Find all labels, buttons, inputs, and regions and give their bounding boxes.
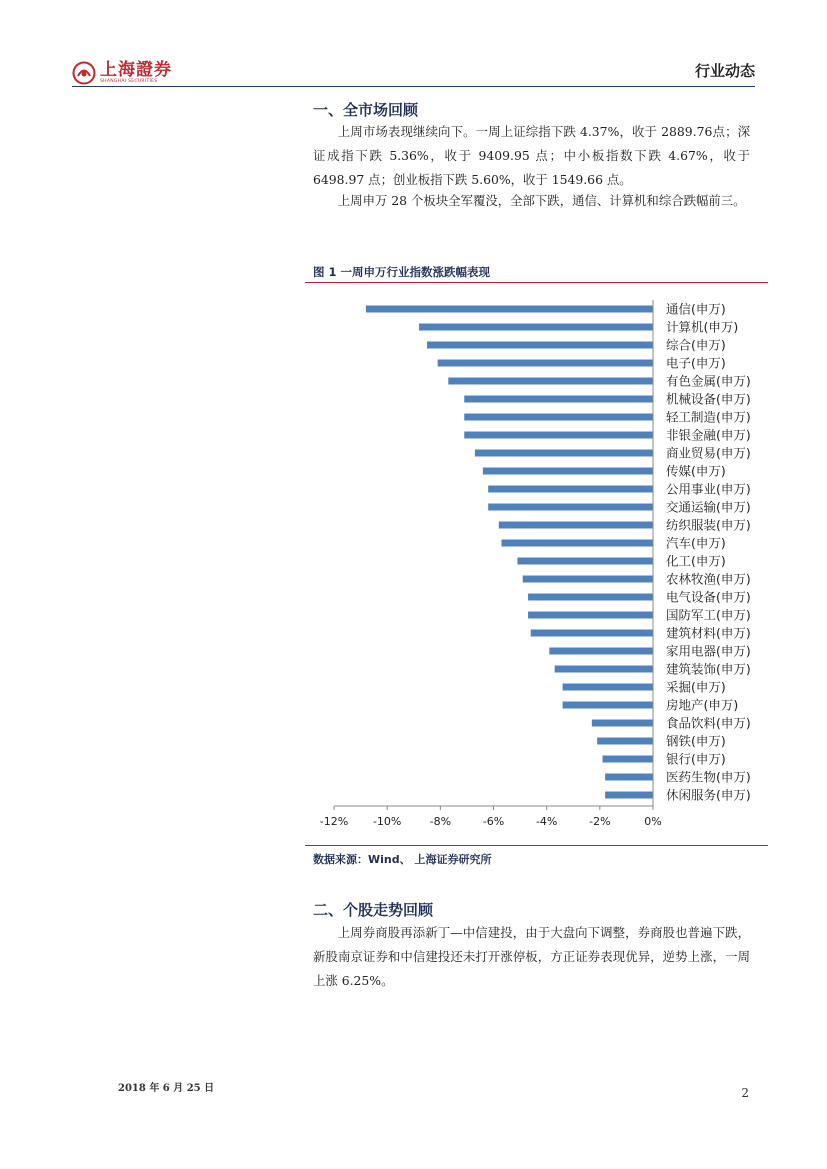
section2-heading: 二、个股走势回顾 (313, 901, 434, 919)
chart-x-tick-label: 0% (644, 815, 662, 828)
logo-emblem-icon (72, 61, 96, 85)
header-divider (72, 86, 755, 87)
chart-category-label: 公用事业(申万) (666, 481, 751, 497)
chart-bar (501, 540, 653, 547)
chart-bar (427, 342, 653, 349)
chart-x-tick-label: -8% (429, 815, 452, 828)
chart-bar (523, 576, 653, 583)
chart-category-label: 建筑材料(申万) (666, 625, 751, 641)
chart-category-label: 有色金属(申万) (666, 373, 751, 389)
chart-category-label: 机械设备(申万) (666, 391, 751, 407)
chart-x-tick-label: -4% (535, 815, 558, 828)
chart-category-label: 电子(申万) (666, 355, 726, 371)
figure-top-rule (305, 282, 768, 283)
chart-bar (464, 432, 653, 439)
industry-bar-chart (305, 290, 768, 840)
chart-bar (366, 306, 653, 313)
page-number: 2 (741, 1086, 749, 1100)
section1-paragraph1: 上周市场表现继续向下。一周上证综指下跌 4.37%，收于 2889.76点；深证成指下跌 5.36%，收于 9409.95 点；中小板指数下跌 4.67%，收于 6498.97 点；创业板指下跌 5.60%，收于 1549.66 点。 (313, 124, 750, 187)
chart-bar (592, 720, 653, 727)
chart-category-label: 轻工制造(申万) (666, 409, 751, 425)
chart-category-label: 计算机(申万) (666, 319, 739, 335)
figure-title: 图 1 一周申万行业指数涨跌幅表现 (313, 265, 491, 279)
chart-bar (488, 486, 653, 493)
chart-category-label: 纺织服装(申万) (666, 517, 751, 533)
chart-category-label: 电气设备(申万) (666, 589, 751, 605)
chart-bar (528, 612, 653, 619)
chart-category-label: 农林牧渔(申万) (666, 571, 751, 587)
chart-category-label: 汽车(申万) (666, 535, 726, 551)
chart-category-label: 银行(申万) (666, 751, 726, 767)
chart-category-label: 通信(申万) (666, 301, 726, 317)
chart-x-tick-label: -2% (589, 815, 611, 828)
chart-category-label: 房地产(申万) (666, 697, 739, 713)
chart-category-label: 休闲服务(申万) (666, 787, 751, 803)
chart-bar (602, 756, 653, 763)
chart-category-label: 钢铁(申万) (666, 733, 726, 749)
chart-bar (475, 450, 653, 457)
chart-bar (563, 702, 653, 709)
footer-date: 2018 年 6 月 25 日 (118, 1083, 215, 1094)
chart-bar (448, 378, 653, 385)
chart-bar (605, 792, 653, 799)
chart-x-tick-label: -10% (372, 815, 402, 828)
figure-source: 数据来源：Wind、 上海证券研究所 (313, 853, 492, 866)
chart-bar (488, 504, 653, 511)
chart-bar (549, 648, 653, 655)
chart-bar (499, 522, 653, 529)
chart-bar (528, 594, 653, 601)
chart-category-label: 医药生物(申万) (666, 769, 751, 785)
chart-bar (605, 774, 653, 781)
chart-bar (419, 324, 653, 331)
chart-bar (464, 396, 653, 403)
chart-category-label: 食品饮料(申万) (666, 715, 751, 731)
chart-category-label: 传媒(申万) (666, 463, 726, 479)
logo-text: 上海證券 (100, 60, 172, 80)
chart-bar (517, 558, 653, 565)
section2-paragraph1: 上周券商股再添新丁—中信建投，由于大盘向下调整，券商股也普遍下跌，新股南京证券和中信建投还未打开涨停板，方正证券表现优异，逆势上涨，一周上涨 6.25%。 (313, 925, 750, 988)
chart-bar (483, 468, 653, 475)
company-logo (72, 60, 172, 86)
chart-x-tick-label: -12% (319, 815, 349, 828)
chart-category-label: 建筑装饰(申万) (666, 661, 751, 677)
chart-bar (597, 738, 653, 745)
chart-bar (438, 360, 653, 367)
chart-bar (531, 630, 653, 637)
chart-category-label: 非银金融(申万) (666, 427, 751, 443)
chart-category-label: 国防军工(申万) (666, 607, 751, 623)
section1-heading: 一、全市场回顾 (313, 101, 419, 119)
chart-category-label: 商业贸易(申万) (666, 445, 751, 461)
chart-category-label: 家用电器(申万) (666, 643, 751, 659)
chart-bar (464, 414, 653, 421)
chart-bar (563, 684, 653, 691)
chart-category-label: 交通运输(申万) (666, 499, 751, 515)
logo-subtext: SHANGHAI SECURITIES (100, 79, 158, 84)
chart-category-label: 化工(申万) (666, 553, 726, 569)
section1-paragraph2: 上周申万 28 个板块全军覆没，全部下跌，通信、计算机和综合跌幅前三。 (337, 193, 746, 208)
figure-bottom-rule (305, 845, 768, 846)
chart-x-tick-label: -6% (482, 815, 505, 828)
chart-category-label: 采掘(申万) (666, 679, 726, 695)
chart-bar (555, 666, 653, 673)
header-section-title: 行业动态 (694, 62, 755, 80)
chart-category-label: 综合(申万) (666, 337, 726, 353)
